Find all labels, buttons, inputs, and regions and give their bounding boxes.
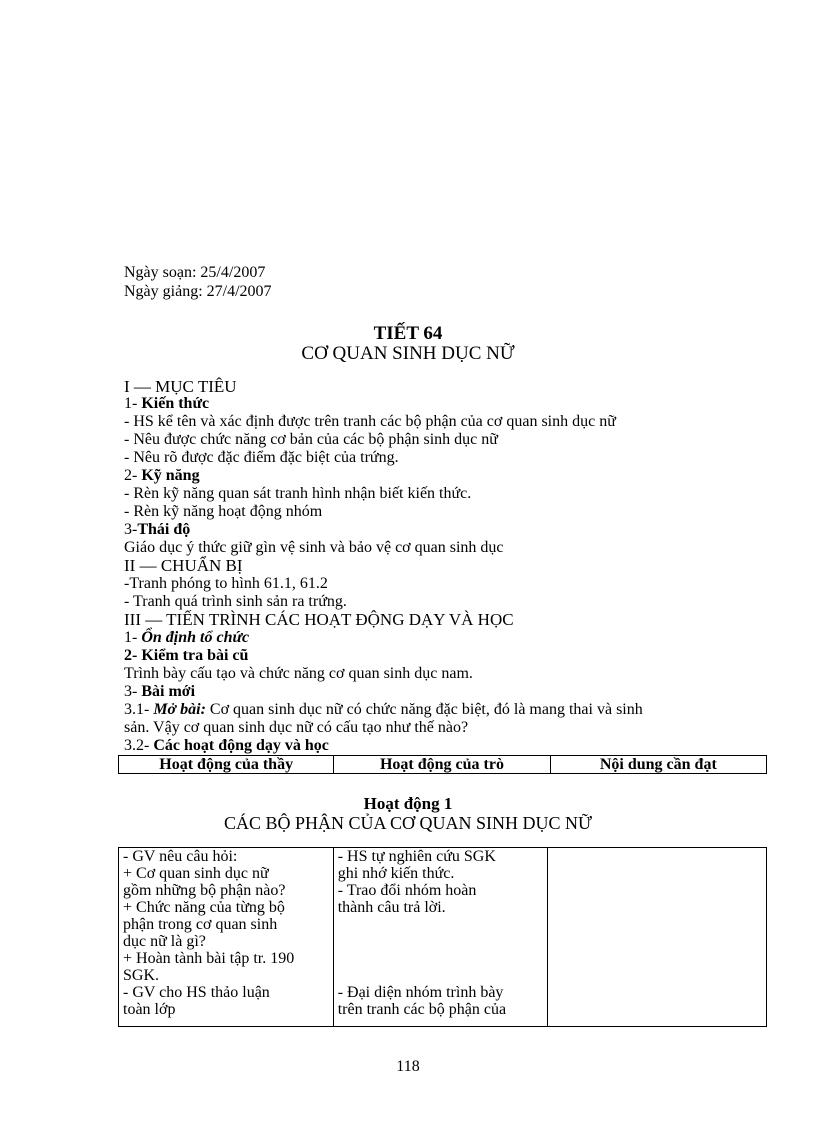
- attitude-heading: 3-Thái độ: [124, 521, 191, 538]
- student-line: trên tranh các bộ phận của: [337, 1001, 507, 1018]
- attitude-text: Giáo dục ý thức giữ gìn vệ sinh và bảo vệ cơ quan sinh dục: [124, 539, 504, 556]
- skills-heading: 2- Kỹ năng: [124, 467, 200, 484]
- activities-heading: 3.2- Các hoạt động dạy và học: [124, 737, 329, 754]
- page-number: 118: [396, 1058, 420, 1075]
- check-heading: 2- Kiểm tra bài cũ: [124, 647, 249, 664]
- prep-item-2: - Tranh quá trình sinh sản ra trứng.: [124, 593, 347, 610]
- knowledge-item-1: - HS kể tên và xác định được trên tranh các bộ phận của cơ quan sinh dục nữ: [124, 413, 616, 430]
- student-line: ghi nhớ kiến thức.: [337, 865, 455, 882]
- prep-item-1: -Tranh phóng to hình 61.1, 61.2: [124, 575, 328, 592]
- section3-heading: III — TIẾN TRÌNH CÁC HOẠT ĐỘNG DẠY VÀ HỌC: [124, 610, 514, 629]
- activities-header-table: [118, 755, 767, 774]
- teacher-line: toàn lớp: [123, 1001, 176, 1018]
- header-student: Hoạt động của trò: [334, 756, 550, 774]
- teacher-line: - GV nêu câu hỏi:: [123, 848, 238, 865]
- teacher-line: gồm những bộ phận nào?: [123, 882, 286, 899]
- student-activity-cell: [333, 848, 548, 1027]
- intro-line-2: sản. Vậy cơ quan sinh dục nữ có cấu tạo như thế nào?: [124, 719, 469, 736]
- teach-date: Ngày giảng: 27/4/2007: [124, 283, 272, 300]
- prep-date: Ngày soạn: 25/4/2007: [124, 264, 266, 281]
- student-line: - Đại diện nhóm trình bày: [337, 984, 504, 1001]
- lesson-number: TIẾT 64: [373, 323, 443, 344]
- header-content: Nội dung cần đạt: [550, 756, 766, 774]
- student-line: thành câu trả lời.: [337, 899, 446, 916]
- teacher-activity-cell: [119, 848, 334, 1027]
- teacher-line: - GV cho HS thảo luận: [123, 984, 270, 1001]
- intro-line-1: 3.1- Mở bài: Cơ quan sinh dục nữ có chức năng đặc biệt, đó là mang thai và sinh: [124, 701, 643, 718]
- knowledge-item-3: - Nêu rõ được đặc điểm đặc biệt của trứng.: [124, 449, 399, 466]
- activity1-title: CÁC BỘ PHẬN CỦA CƠ QUAN SINH DỤC NỮ: [223, 813, 592, 833]
- knowledge-item-2: - Nêu được chức năng cơ bản của các bộ phận sinh dục nữ: [124, 431, 498, 448]
- teacher-line: + Chức năng của từng bộ: [123, 899, 285, 916]
- check-text: Trình bày cấu tạo và chức năng cơ quan sinh dục nam.: [124, 665, 473, 682]
- knowledge-heading: 1- Kiến thức: [124, 395, 210, 412]
- content-cell: [548, 848, 767, 1027]
- new-lesson-heading: 3- Bài mới: [124, 683, 196, 700]
- teacher-line: phận trong cơ quan sinh: [123, 916, 278, 933]
- student-line: - HS tự nghiên cứu SGK: [337, 848, 496, 865]
- header-teacher: Hoạt động của thầy: [119, 756, 334, 774]
- section2-heading: II — CHUẨN BỊ: [124, 556, 243, 575]
- teacher-line: SGK.: [123, 967, 160, 984]
- activity1-label: Hoạt động 1: [363, 794, 453, 813]
- skills-item-1: - Rèn kỹ năng quan sát tranh hình nhận biết kiến thức.: [124, 485, 472, 502]
- teacher-line: + Hoàn tành bài tập tr. 190: [123, 950, 295, 967]
- teacher-line: + Cơ quan sinh dục nữ: [123, 865, 269, 882]
- skills-item-2: - Rèn kỹ năng hoạt động nhóm: [124, 503, 323, 520]
- student-line: - Trao đổi nhóm hoàn: [337, 882, 477, 899]
- teacher-line: dục nữ là gì?: [123, 933, 206, 950]
- student-spacer: [338, 916, 548, 984]
- section1-heading: I — MỤC TIÊU: [124, 377, 237, 396]
- lesson-title: CƠ QUAN SINH DỤC NỮ: [301, 343, 515, 364]
- org-heading: 1- Ổn định tổ chức: [124, 629, 250, 646]
- activity1-table: [118, 847, 767, 1027]
